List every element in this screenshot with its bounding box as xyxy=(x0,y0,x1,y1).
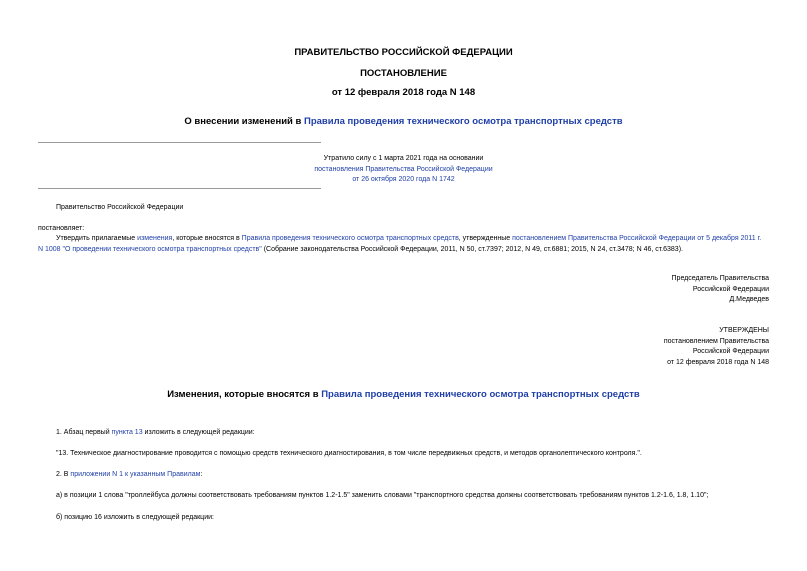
item-2-sub-a: а) в позиции 1 слова "троллейбуса должны соответствовать требованиям пунктов 1.2-1.5" заменить словами "транспортного средства должны соответствовать требованиям пунктов 1.2-1.6, 1.8, 1.10"; xyxy=(56,492,709,499)
document-title-prefix: О внесении изменений в xyxy=(184,116,304,127)
approved-line4: от 12 февраля 2018 года N 148 xyxy=(667,358,769,366)
main-paragraph-text-c: , утвержденные xyxy=(458,235,513,242)
main-paragraph-text-a: Утвердить прилагаемые xyxy=(56,235,138,242)
decree-1008-link[interactable]: постановлением Правительства Российской Федерации от 5 декабря 2011 г. N 1008 "О проведении технического осмотра транспортных средств" xyxy=(38,235,762,253)
rules-link-changes[interactable]: Правила проведения технического осмотра транспортных средств xyxy=(321,389,640,400)
item-2-text-b: : xyxy=(200,471,203,478)
approved-line3: Российской Федерации xyxy=(692,348,769,355)
government-name: ПРАВИТЕЛЬСТВО РОССИЙСКОЙ ФЕДЕРАЦИИ xyxy=(294,47,513,58)
changes-title-prefix: Изменения, которые вносятся в xyxy=(167,389,322,400)
rules-link-body[interactable]: Правила проведения технического осмотра транспортных средств xyxy=(241,235,459,242)
status-note xyxy=(0,154,807,186)
status-note-link-date[interactable]: от 26 октября 2020 года N 1742 xyxy=(352,176,455,183)
document-date-number: от 12 февраля 2018 года N 148 xyxy=(331,87,476,98)
approved-line2: постановлением Правительства xyxy=(663,337,769,345)
item-1-text-a: 1. Абзац первый xyxy=(56,429,112,436)
item-1-quote: "13. Техническое диагностирование проводится с помощью средств технического диагностирования, в том числе передвижных средств, и методов органолептического контроля.". xyxy=(56,450,642,457)
decrees-word: постановляет: xyxy=(38,225,85,232)
rules-link-title[interactable]: Правила проведения технического осмотра транспортных средств xyxy=(304,116,623,127)
note-top-rule xyxy=(38,142,321,143)
appendix-1-link[interactable]: приложении N 1 к указанным Правилам xyxy=(70,471,201,478)
signature-line1: Председатель Правительства xyxy=(671,275,769,282)
item-2-text-a: 2. В xyxy=(56,471,71,478)
government-subject: Правительство Российской Федерации xyxy=(56,204,184,211)
item-1 xyxy=(56,428,255,439)
main-paragraph-text-b: , которые вносятся в xyxy=(172,235,242,242)
status-note-line1: Утратило силу с 1 марта 2021 года на основании xyxy=(323,155,484,162)
point-13-link[interactable]: пункта 13 xyxy=(111,429,143,436)
document-title xyxy=(0,116,807,127)
main-paragraph xyxy=(38,234,768,255)
signature-line2: Российской Федерации xyxy=(692,285,769,293)
item-2 xyxy=(56,470,202,481)
signature-name: Д.Медведев xyxy=(729,296,769,303)
document-type: ПОСТАНОВЛЕНИЕ xyxy=(360,68,447,79)
item-2-sub-b: б) позицию 16 изложить в следующей редакции: xyxy=(56,514,214,521)
note-bottom-rule xyxy=(38,188,321,189)
changes-title xyxy=(0,389,807,400)
signature-block xyxy=(672,274,769,306)
approved-block xyxy=(664,326,769,368)
main-paragraph-text-d: (Собрание законодательства Российской Федерации, 2011, N 50, ст.7397; 2012, N 49, ст.6881; 2015, N 24, ст.3478; N 46, ст.6383). xyxy=(261,245,683,253)
approved-line1: УТВЕРЖДЕНЫ xyxy=(719,327,769,334)
item-1-text-b: изложить в следующей редакции: xyxy=(142,429,255,436)
status-note-link-decree[interactable]: постановления Правительства Российской Федерации xyxy=(314,165,493,173)
changes-link[interactable]: изменения xyxy=(137,235,173,242)
